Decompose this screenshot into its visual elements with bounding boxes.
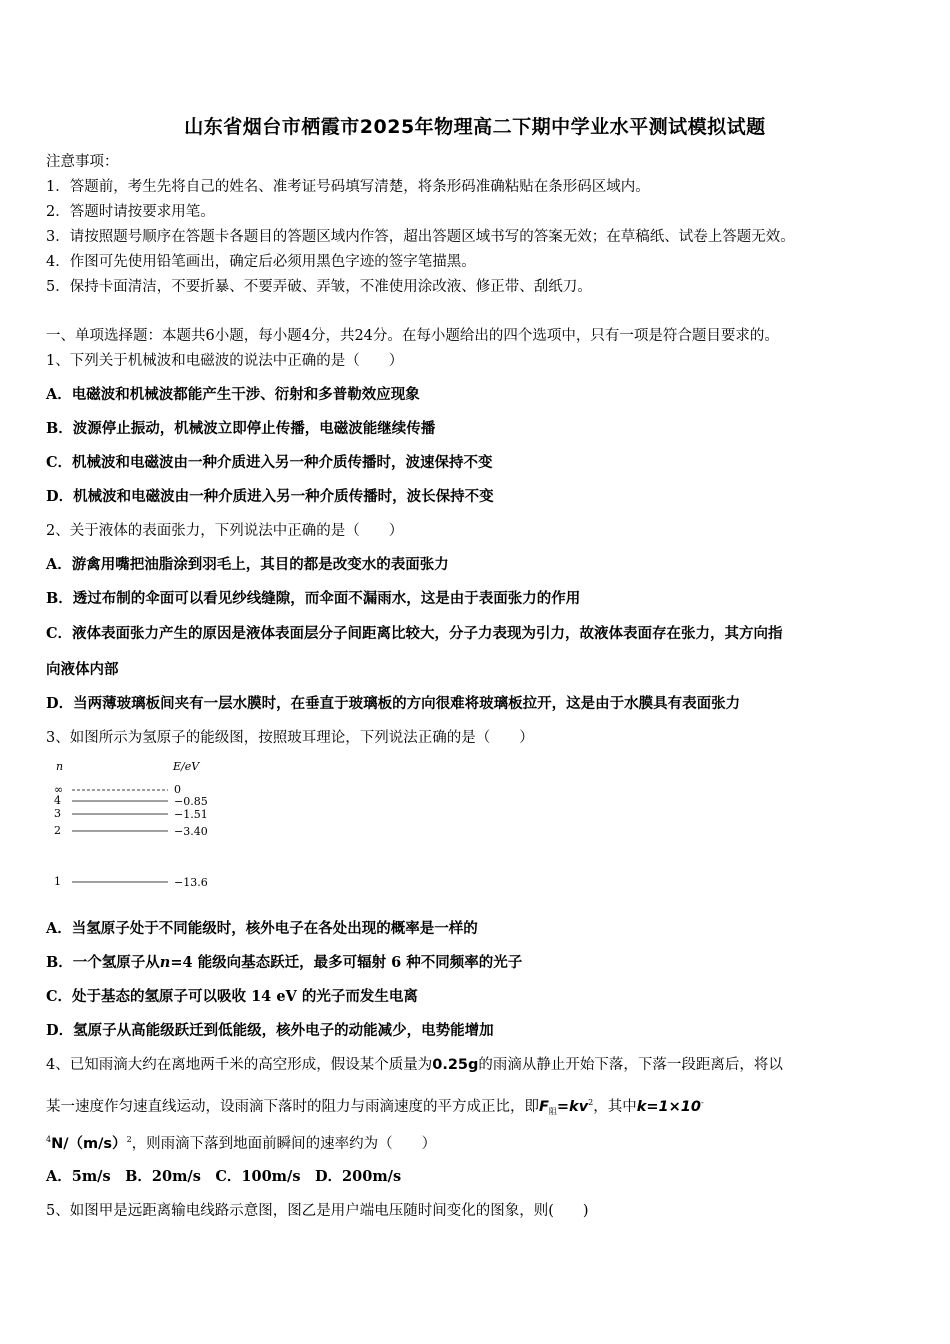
note-item-3: 3．请按照题号顺序在答题卡各题目的答题区域内作答，超出答题区域书写的答案无效；在草稿纸、试卷上答题无效。 — [46, 229, 795, 245]
q4-l2-mid: ，其中 — [593, 1099, 637, 1115]
q3-option-b-pre: B．一个氢原子从 — [46, 954, 160, 971]
diagram-n-label: n — [56, 760, 64, 773]
level-e-4: −0.85 — [174, 795, 208, 808]
q4-line-3 — [46, 1131, 436, 1153]
note-item-1: 1．答题前，考生先将自己的姓名、准考证号码填写清楚，将条形码准确粘贴在条形码区域内。 — [46, 179, 650, 195]
note-item-4: 4．作图可先使用铅笔画出，确定后必须用黑色字迹的签字笔描黑。 — [46, 254, 476, 270]
level-n-2: 2 — [54, 824, 61, 837]
diagram-energy-label: E/eV — [173, 760, 200, 773]
q1-option-c: C．机械波和电磁波由一种介质进入另一种介质传播时，波速保持不变 — [46, 454, 493, 471]
q4-line-1 — [46, 1056, 783, 1074]
q4-mass: 0.25g — [432, 1057, 479, 1073]
q1-stem: 1、下列关于机械波和电磁波的说法中正确的是（ ） — [46, 353, 404, 369]
level-e-1: −13.6 — [174, 876, 208, 889]
q3-option-b-post: =4 能级向基态跃迁，最多可辐射 6 种不同频率的光子 — [170, 954, 523, 971]
q2-option-a: A．游禽用嘴把油脂涂到羽毛上，其目的都是改变水的表面张力 — [46, 556, 449, 573]
level-n-3: 3 — [54, 807, 61, 820]
q3-option-c: C．处于基态的氢原子可以吸收 14 eV 的光子而发生电离 — [46, 988, 418, 1005]
q3-option-a: A．当氢原子处于不同能级时，核外电子在各处出现的概率是一样的 — [46, 920, 478, 937]
note-item-2: 2．答题时请按要求用笔。 — [46, 204, 215, 220]
level-e-3: −1.51 — [174, 808, 208, 821]
q3-option-b — [46, 954, 522, 972]
q4-l1-post: 的雨滴从静止开始下落，下落一段距离后，将以 — [478, 1057, 783, 1073]
q4-line-2 — [46, 1094, 704, 1121]
q4-force-sq: 2 — [588, 1098, 594, 1107]
level-e-inf: 0 — [174, 783, 181, 796]
q5-stem: 5、如图甲是远距离输电线路示意图，图乙是用户端电压随时间变化的图象，则( ) — [46, 1203, 589, 1219]
q2-option-c: C．液体表面张力产生的原因是液体表面层分子间距离比较大，分子力表现为引力，故液体表面存在张力，其方向指 — [46, 625, 783, 642]
q4-force-sub: 阻 — [548, 1107, 557, 1116]
q1-option-b: B．波源停止振动，机械波立即停止传播，电磁波能继续传播 — [46, 420, 436, 437]
q2-option-d: D．当两薄玻璃板间夹有一层水膜时，在垂直于玻璃板的方向很难将玻璃板拉开，这是由于水膜具有表面张力 — [46, 695, 741, 712]
q1-option-a: A．电磁波和机械波都能产生干涉、衍射和多普勒效应现象 — [46, 386, 420, 403]
q2-stem: 2、关于液体的表面张力，下列说法中正确的是（ ） — [46, 523, 404, 539]
q4-l2-pre: 某一速度作匀速直线运动，设雨滴下落时的阻力与雨滴速度的平方成正比，即 — [46, 1099, 539, 1115]
q4-k-unit: N/（m/s） — [51, 1136, 127, 1152]
q4-unit-sq: 2 — [126, 1135, 132, 1144]
q2-option-c-cont: 向液体内部 — [46, 661, 119, 678]
q4-options: A．5m/s B．20m/s C．100m/s D．200m/s — [46, 1168, 402, 1185]
section-heading: 一、单项选择题：本题共6小题，每小题4分，共24分。在每小题给出的四个选项中，只有一项是符合题目要求的。 — [46, 328, 779, 344]
q4-k-exp: 4 — [46, 1135, 52, 1144]
q1-option-d: D．机械波和电磁波由一种介质进入另一种介质传播时，波长保持不变 — [46, 488, 494, 505]
q4-l1-pre: 4、已知雨滴大约在离地两千米的高空形成，假设某个质量为 — [46, 1057, 433, 1073]
q3-stem: 3、如图所示为氢原子的能级图，按照玻耳理论，下列说法正确的是（ ） — [46, 730, 534, 746]
level-n-inf: ∞ — [54, 783, 64, 796]
q4-k-exp-sign: - — [700, 1098, 704, 1107]
q4-force-symbol: F — [539, 1099, 549, 1115]
q3-option-d: D．氢原子从高能级跃迁到低能级，核外电子的动能减少，电势能增加 — [46, 1022, 494, 1039]
q2-option-b: B．透过布制的伞面可以看见纱线缝隙，而伞面不漏雨水，这是由于表面张力的作用 — [46, 590, 581, 607]
q4-force-eq: =kv — [556, 1099, 589, 1115]
notes-heading: 注意事项： — [46, 154, 119, 170]
page-title: 山东省烟台市栖霞市2025年物理高二下期中学业水平测试模拟试题 — [184, 116, 766, 138]
note-item-5: 5．保持卡面清洁，不要折暴、不要弄破、弄皱，不准使用涂改液、修正带、刮纸刀。 — [46, 279, 592, 295]
energy-level-diagram — [50, 758, 230, 898]
q3-option-b-n: n — [159, 954, 171, 971]
level-e-2: −3.40 — [174, 825, 208, 838]
q4-k-value: k=1×10 — [636, 1099, 701, 1115]
level-n-4: 4 — [54, 794, 61, 807]
q4-l3-post: ，则雨滴下落到地面前瞬间的速率约为（ ） — [131, 1136, 437, 1152]
level-n-1: 1 — [54, 875, 61, 888]
